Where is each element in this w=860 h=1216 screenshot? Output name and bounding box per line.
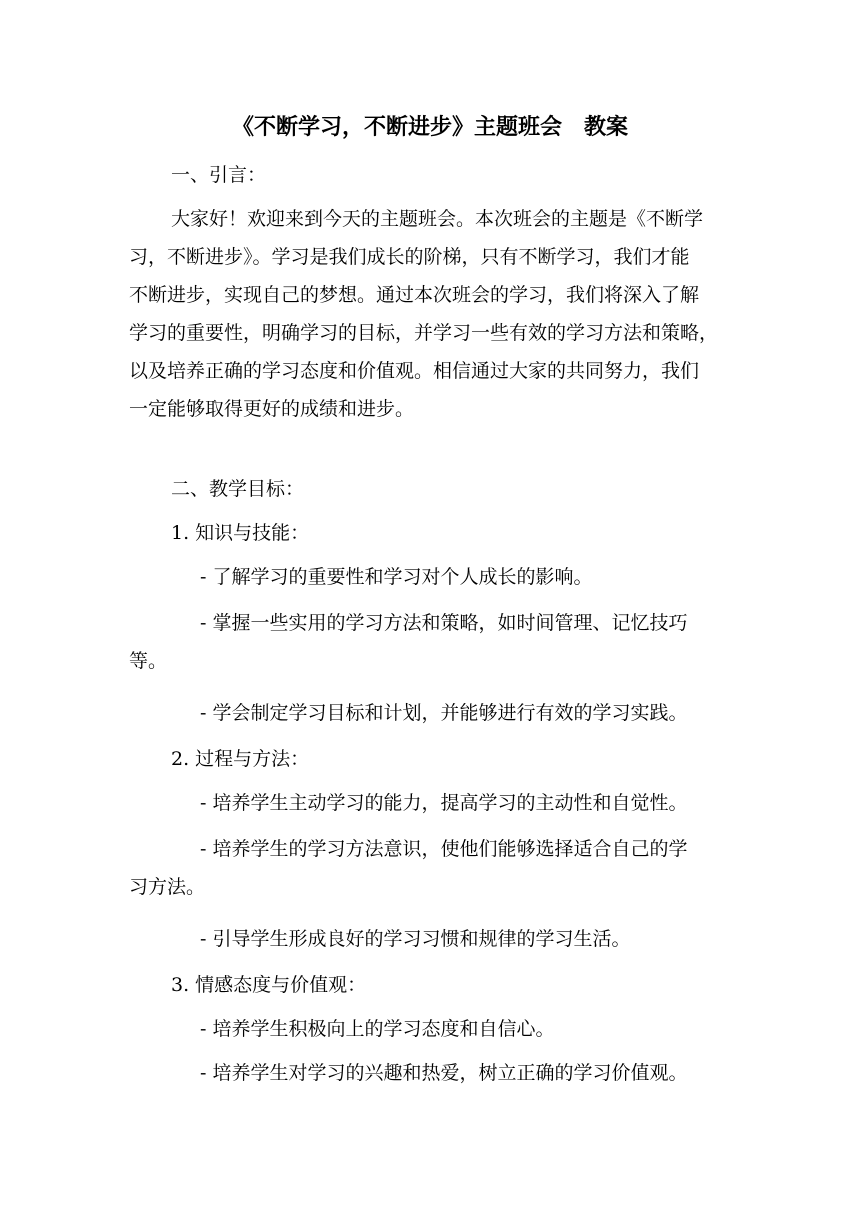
- paragraph-line: 以及培养正确的学习态度和价值观。相信通过大家的共同努力，我们: [129, 360, 700, 382]
- bullet-line: - 培养学生的学习方法意识，使他们能够选择适合自己的学: [200, 838, 688, 860]
- paragraph-line: 习，不断进步》。学习是我们成长的阶梯，只有不断学习，我们才能: [129, 246, 690, 268]
- bullet-line-wrap: 习方法。: [129, 876, 206, 898]
- paragraph-line: 一定能够取得更好的成绩和进步。: [129, 398, 415, 420]
- section-intro: [129, 156, 734, 194]
- document-title: 《不断学习，不断进步》主题班会 教案: [231, 114, 628, 140]
- objective-item-3-bullets: [129, 1010, 734, 1048]
- objective-item-1-bullets: [129, 694, 734, 732]
- bullet-line: - 学会制定学习目标和计划，并能够进行有效的学习实践。: [200, 702, 688, 724]
- bullet-line-wrap: 等。: [129, 650, 168, 672]
- list-item-label: 1. 知识与技能：: [171, 522, 310, 544]
- list-item-label: 2. 过程与方法：: [171, 748, 310, 770]
- section-heading: 一、引言：: [171, 164, 267, 186]
- bullet-line: - 培养学生积极向上的学习态度和自信心。: [200, 1018, 555, 1040]
- objective-item-1-bullets: [129, 604, 734, 680]
- intro-paragraph: [129, 200, 734, 428]
- objective-item-2-bullets: [129, 830, 734, 906]
- paragraph-line: 不断进步，实现自己的梦想。通过本次班会的学习，我们将深入了解: [129, 284, 700, 306]
- list-item-label: 3. 情感态度与价值观：: [171, 974, 367, 996]
- objective-item-1-bullets: [129, 558, 734, 596]
- bullet-line: - 培养学生对学习的兴趣和热爱，树立正确的学习价值观。: [200, 1062, 688, 1084]
- objective-item-1: [129, 514, 734, 552]
- objective-item-2-bullets: [129, 784, 734, 822]
- objective-item-2: [129, 740, 734, 778]
- paragraph-line: 大家好！欢迎来到今天的主题班会。本次班会的主题是《不断学: [171, 208, 704, 230]
- bullet-line: - 引导学生形成良好的学习习惯和规律的学习生活。: [200, 928, 631, 950]
- objective-item-3-bullets: [129, 1054, 734, 1092]
- paragraph-line: 学习的重要性，明确学习的目标，并学习一些有效的学习方法和策略，: [129, 322, 719, 344]
- objective-item-2-bullets: [129, 920, 734, 958]
- section-heading: 二、教学目标：: [171, 478, 305, 500]
- bullet-line: - 了解学习的重要性和学习对个人成长的影响。: [200, 566, 593, 588]
- objective-item-3: [129, 966, 734, 1004]
- section-objectives: [129, 470, 734, 508]
- bullet-line: - 培养学生主动学习的能力，提高学习的主动性和自觉性。: [200, 792, 688, 814]
- bullet-line: - 掌握一些实用的学习方法和策略，如时间管理、记忆技巧: [200, 612, 688, 634]
